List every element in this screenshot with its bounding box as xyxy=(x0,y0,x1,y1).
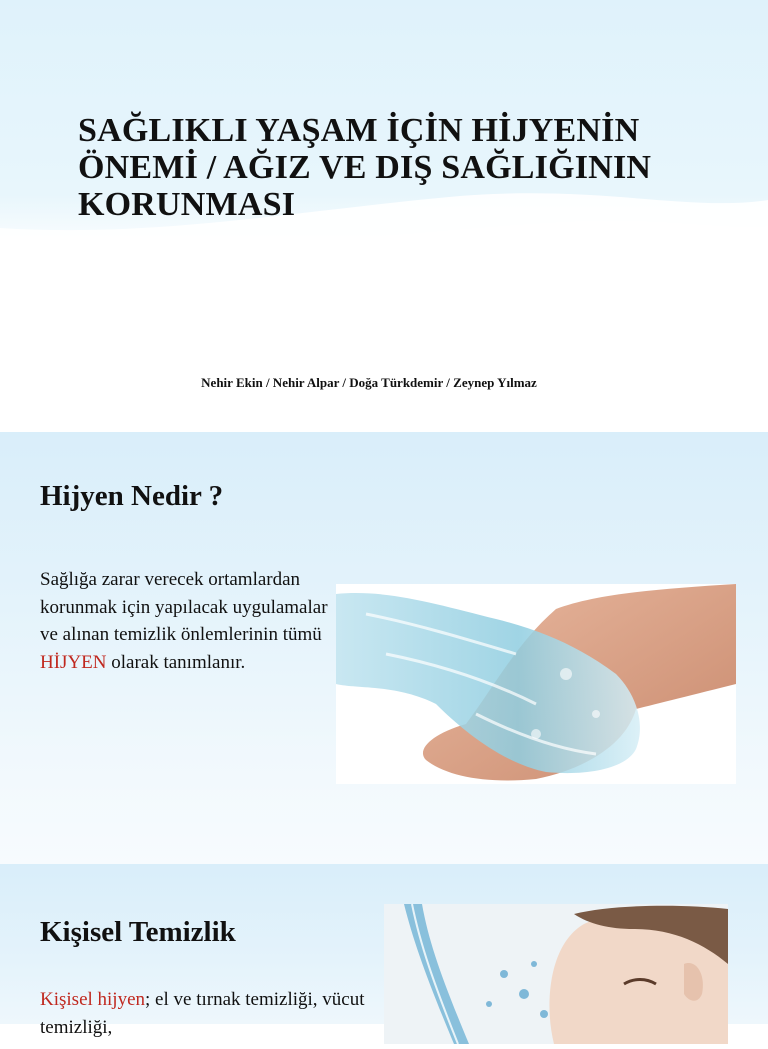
slide-heading: Hijyen Nedir ? xyxy=(40,480,224,512)
face-water-image xyxy=(384,904,728,1044)
presentation-title: SAĞLIKLI YAŞAM İÇİN HİJYENİN ÖNEMİ / AĞIZ VE DIŞ SAĞLIĞININ KORUNMASI xyxy=(78,112,652,223)
personal-hygiene-slide xyxy=(0,864,768,1038)
authors-line: Nehir Ekin / Nehir Alpar / Doğa Türkdemir / Zeynep Yılmaz xyxy=(201,375,537,390)
personal-hygiene-text-rest: ; el ve tırnak temizliği, vücut temizliği, xyxy=(40,989,365,1038)
personal-hygiene-text xyxy=(40,986,370,1041)
hygiene-definition-slide xyxy=(0,432,768,864)
slide-heading: Kişisel Temizlik xyxy=(40,916,236,948)
title-slide xyxy=(0,0,768,432)
hygiene-highlight: HİJYEN xyxy=(40,651,107,673)
definition-text xyxy=(40,566,350,676)
definition-text-start: Sağlığa zarar verecek ortamlardan korunmak için yapılacak uygulamalar ve alınan temizlik önlemlerinin tümü xyxy=(40,569,328,645)
personal-hygiene-highlight: Kişisel hijyen xyxy=(40,989,146,1010)
water-hand-image xyxy=(336,584,736,784)
definition-text-end: olarak tanımlanır. xyxy=(106,651,246,673)
